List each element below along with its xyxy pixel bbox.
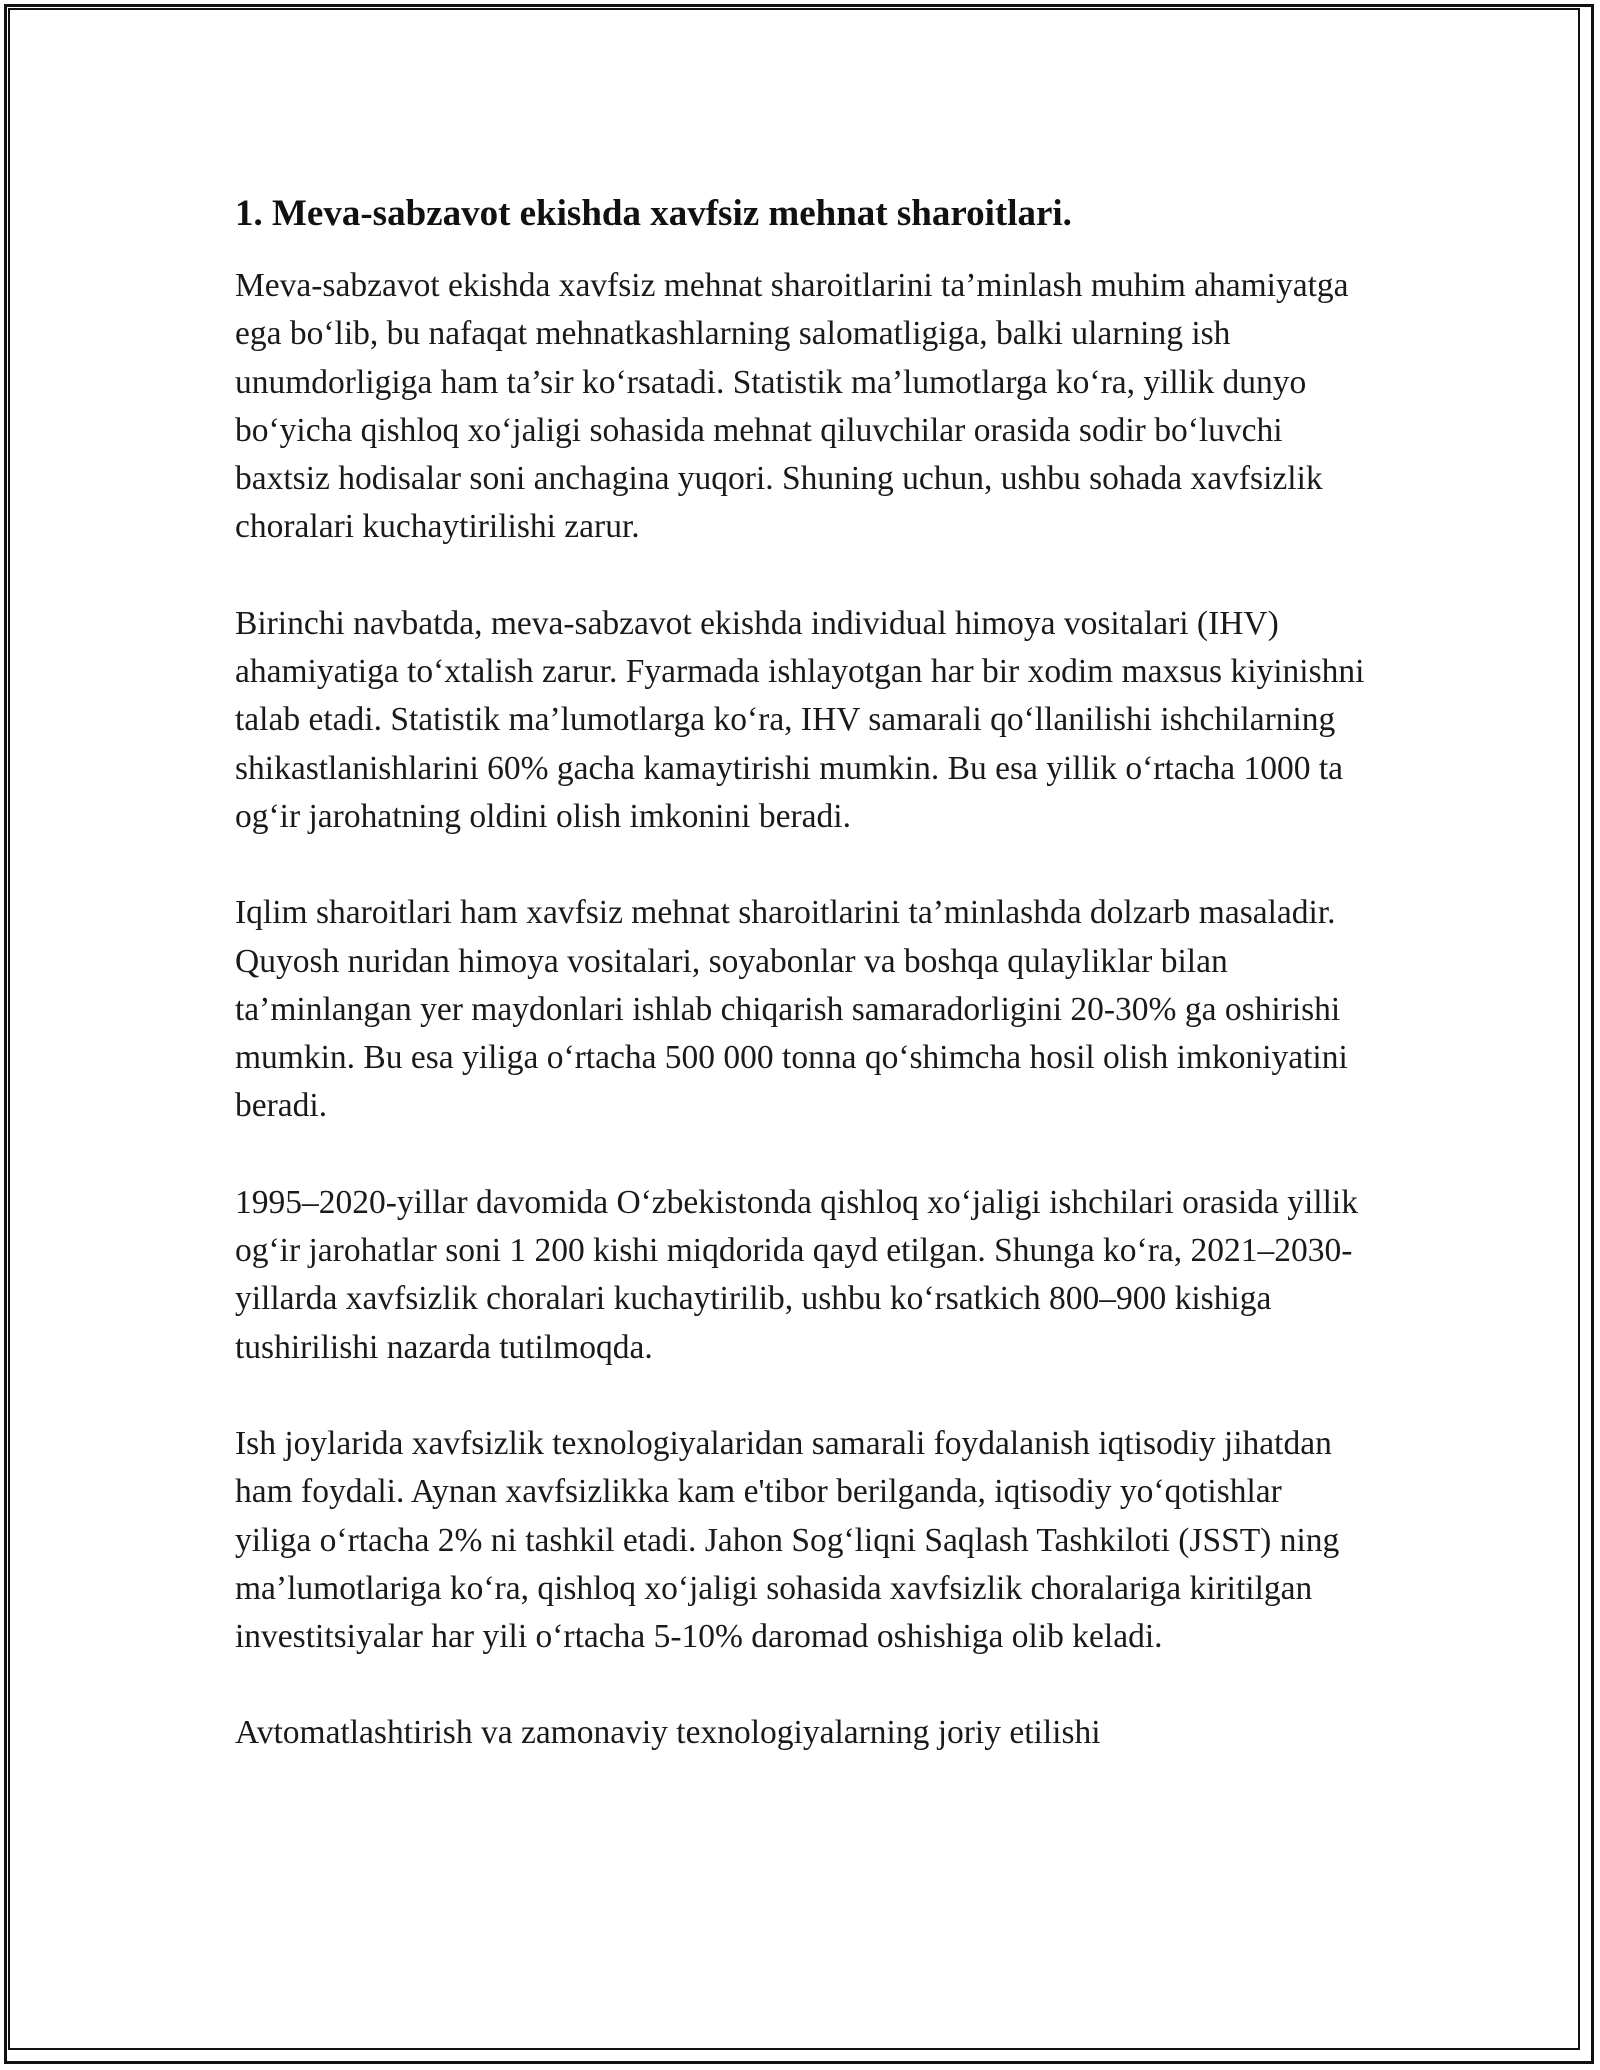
paragraph-2: Birinchi navbatda, meva-sabzavot ekishda individual himoya vositalari (IHV) ahamiyatiga to‘xtalish zarur. Fyarmada ishlayotgan har bir xodim maxsus kiyinishni talab etadi. Statistik ma’lumotlarga ko‘ra, IHV samarali qo‘llanilishi ishchilarning shikastlanishlarini 60% gacha kamaytirishi mumkin. Bu esa yillik o‘rtacha 1000 ta og‘ir jarohatning oldini olish imkonini beradi. [235,604,1365,835]
paragraph-1: Meva-sabzavot ekishda xavfsiz mehnat sharoitlarini ta’minlash muhim ahamiyatga ega bo‘lib, bu nafaqat mehnatkashlarning salomatligiga, balki ularning ish unumdorligiga ham ta’sir ko‘rsatadi. Statistik ma’lumotlarga ko‘ra, yillik dunyo bo‘yicha qishloq xo‘jaligi sohasida mehnat qiluvchilar orasida sodir bo‘luvchi baxtsiz hodisalar soni anchagina yuqori. Shuning uchun, ushbu sohada xavfsizlik choralari kuchaytirilishi zarur. [235,267,1349,546]
paragraph-3: Iqlim sharoitlari ham xavfsiz mehnat sharoitlarini ta’minlashda dolzarb masaladir. Quyosh nuridan himoya vositalari, soyabonlar va boshqa qulayliklar bilan ta’minlangan yer maydonlari ishlab chiqarish samaradorligini 20-30% ga oshirishi mumkin. Bu esa yiliga o‘rtacha 500 000 tonna qo‘shimcha hosil olish imkoniyatini beradi. [235,894,1348,1125]
section-heading: 1. Meva-sabzavot ekishda xavfsiz mehnat sharoitlari. [235,193,1072,234]
paragraph-5: Ish joylarida xavfsizlik texnologiyalaridan samarali foydalanish iqtisodiy jihatdan ham foydali. Aynan xavfsizlikka kam e'tibor berilganda, iqtisodiy yo‘qotishlar yiliga o‘rtacha 2% ni tashkil etadi. Jahon Sog‘liqni Saqlash Tashkiloti (JSST) ning ma’lumotlariga ko‘ra, qishloq xo‘jaligi sohasida xavfsizlik choralariga kiritilgan investitsiyalar har yili o‘rtacha 5-10% daromad oshishiga olib keladi. [235,1424,1340,1656]
paragraph-4: 1995–2020-yillar davomida O‘zbekistonda qishloq xo‘jaligi ishchilari orasida yillik og‘ir jarohatlar soni 1 200 kishi miqdorida qayd etilgan. Shunga ko‘ra, 2021–2030-yillarda xavfsizlik choralari kuchaytirilib, ushbu ko‘rsatkich 800–900 kishiga tushirilishi nazarda tutilmoqda. [235,1183,1358,1366]
paragraph-6: Avtomatlashtirish va zamonaviy texnologiyalarning joriy etilishi [235,1714,1101,1752]
document-body [235,190,1365,1758]
